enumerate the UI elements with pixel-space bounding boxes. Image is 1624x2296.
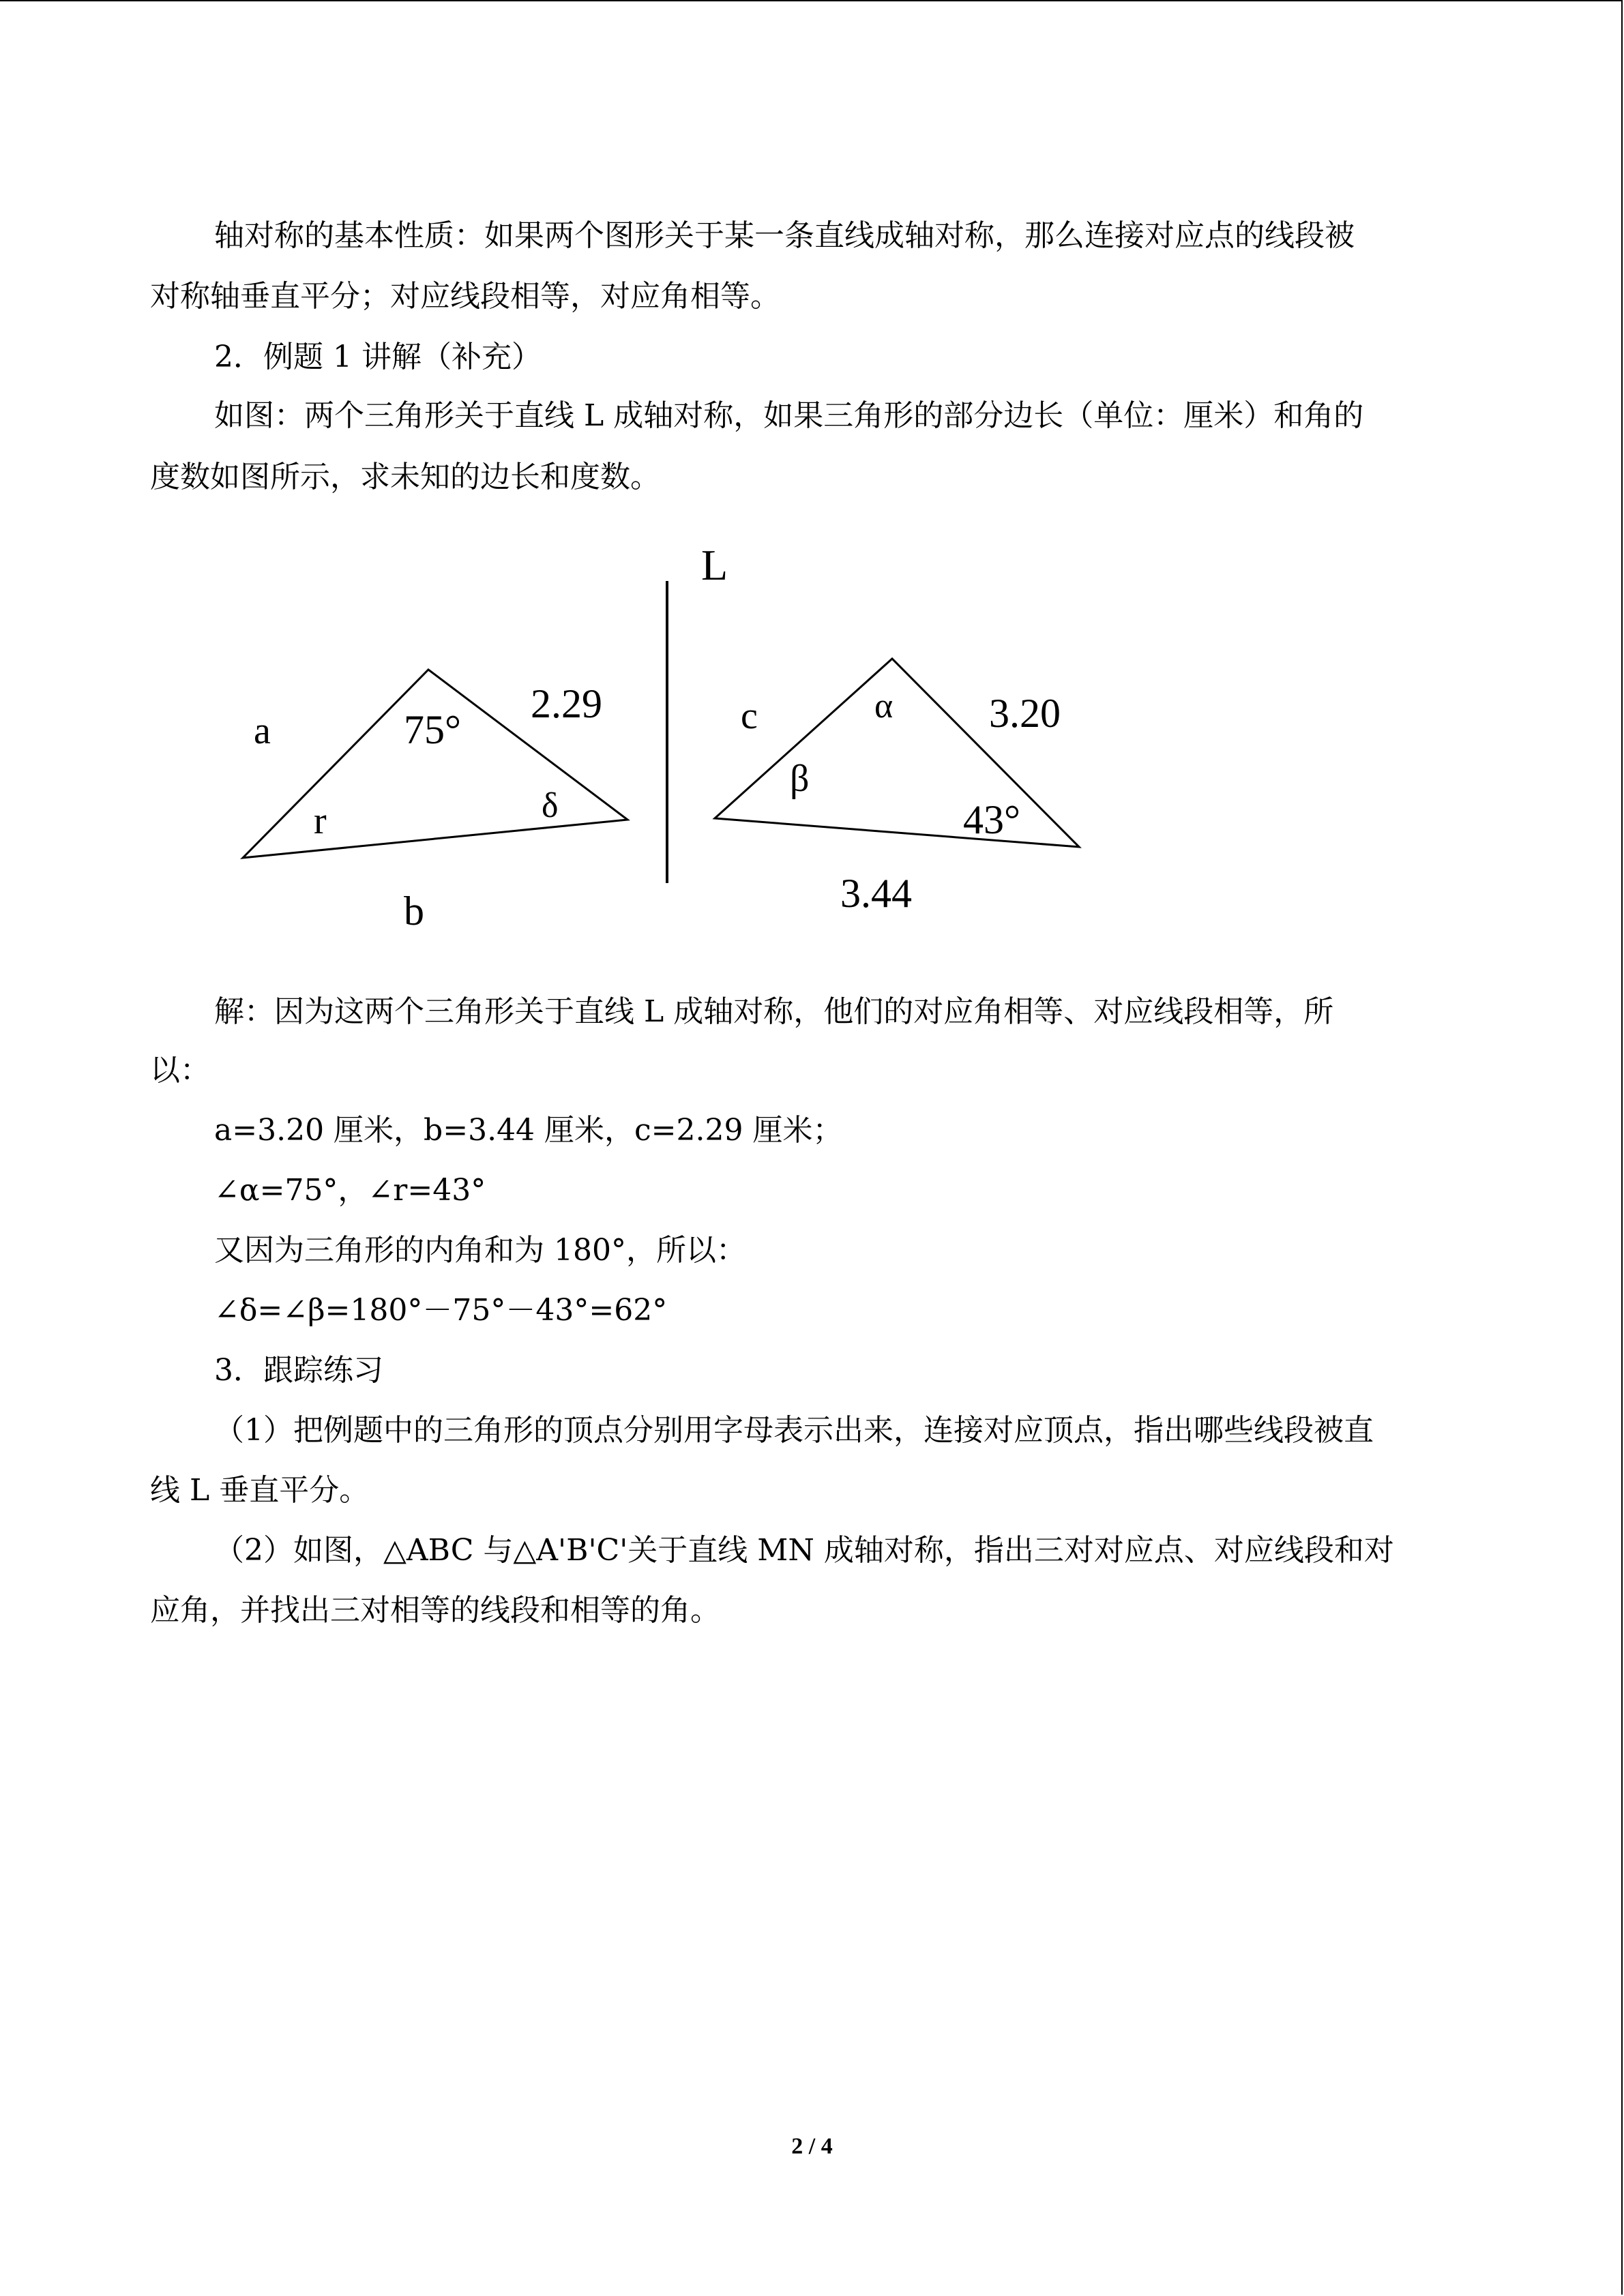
solution-line-4: ∠α=75°，∠r=43° (214, 1173, 486, 1208)
right-angle-alpha-label: α (874, 687, 894, 726)
left-angle-75-label: 75° (404, 707, 461, 752)
right-side-c-label: c (741, 695, 758, 737)
exercise-1-line-2: 线 L 垂直平分。 (150, 1473, 370, 1508)
paragraph-property-line-1: 轴对称的基本性质：如果两个图形关于某一条直线成轴对称，那么连接对应点的线段被 (214, 218, 1355, 253)
left-side-a-label: a (254, 710, 271, 752)
exercise-2-line-1: （2）如图，△ABC 与△A'B'C'关于直线 MN 成轴对称，指出三对对应点、对应线段和对 (214, 1533, 1394, 1568)
page-number: 2 / 4 (791, 2134, 833, 2159)
symmetry-diagram (218, 539, 1105, 941)
axis-label: L (701, 541, 728, 589)
solution-line-2: 以： (150, 1053, 210, 1088)
right-angle-beta-label: β (790, 758, 810, 800)
section-heading-example: 2．例题 1 讲解（补充） (214, 340, 542, 374)
paragraph-example-line-1: 如图：两个三角形关于直线 L 成轴对称，如果三角形的部分边长（单位：厘米）和角的 (214, 398, 1364, 433)
solution-line-5: 又因为三角形的内角和为 180°，所以： (214, 1233, 746, 1268)
solution-line-3: a=3.20 厘米，b=3.44 厘米，c=2.29 厘米； (214, 1113, 843, 1148)
solution-line-1: 解：因为这两个三角形关于直线 L 成轴对称，他们的对应角相等、对应线段相等，所 (214, 994, 1334, 1029)
paragraph-property-line-2: 对称轴垂直平分；对应线段相等，对应角相等。 (150, 279, 780, 314)
right-angle-43-label: 43° (963, 797, 1020, 842)
exercise-2-line-2: 应角，并找出三对相等的线段和相等的角。 (150, 1593, 720, 1628)
right-triangle (715, 659, 1079, 847)
solution-line-6: ∠δ=∠β=180°－75°－43°=62° (214, 1293, 668, 1328)
left-angle-r-label: r (314, 800, 327, 842)
left-side-2-29-label: 2.29 (531, 681, 602, 726)
exercise-1-line-1: （1）把例题中的三角形的顶点分别用字母表示出来，连接对应顶点，指出哪些线段被直 (214, 1413, 1374, 1448)
left-side-b-label: b (404, 889, 424, 934)
right-side-3-44-label: 3.44 (840, 871, 912, 916)
right-side-3-20-label: 3.20 (989, 691, 1061, 736)
section-heading-practice: 3．跟踪练习 (214, 1353, 383, 1388)
paragraph-example-line-2: 度数如图所示，求未知的边长和度数。 (150, 460, 660, 494)
left-angle-delta-label: δ (542, 786, 559, 825)
